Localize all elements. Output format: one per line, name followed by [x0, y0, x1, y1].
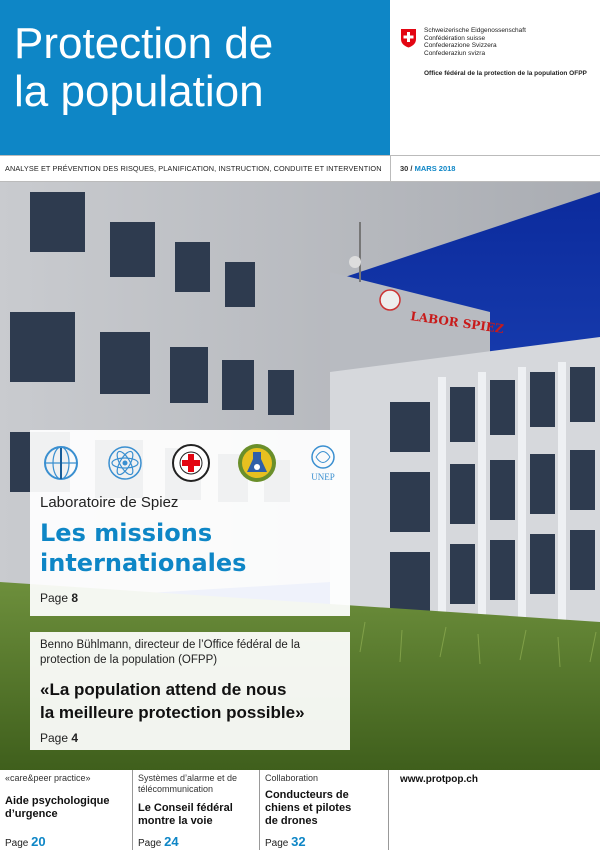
- magazine-title-line1: Protection de: [14, 19, 274, 68]
- page-label: Page: [40, 591, 69, 605]
- feature1-headline-line2: internationales: [40, 549, 247, 577]
- divider: [390, 156, 391, 182]
- feature1-page-ref: [40, 591, 78, 605]
- website-link[interactable]: www.protpop.ch: [400, 774, 478, 785]
- teaser-headline: [138, 802, 233, 828]
- teaser-headline-line2: chiens et pilotes: [265, 802, 352, 814]
- subtitle-bar: [0, 155, 600, 182]
- teaser-headline-line3: de drones: [265, 815, 318, 827]
- feature1-headline-line1: Les missions: [40, 519, 213, 547]
- masthead: [0, 0, 390, 155]
- federal-admin-block: [390, 0, 600, 155]
- issue-number: 30: [400, 164, 409, 173]
- feature2-headline[interactable]: [40, 678, 350, 724]
- teaser-page-ref: [265, 834, 306, 849]
- feature1-headline[interactable]: [40, 518, 246, 578]
- page-number: 20: [31, 834, 46, 849]
- organisation-logos: [40, 442, 340, 484]
- page-label: Page: [265, 838, 289, 849]
- feature2-kicker-line1: Benno Bühlmann, directeur de l’Office fédéral de la: [40, 639, 300, 651]
- admin-name-fr: Confédération suisse: [424, 34, 486, 42]
- footer-teasers: [0, 770, 600, 850]
- divider: [388, 770, 389, 850]
- opcw-logo-icon: [236, 442, 278, 484]
- issue-date: MARS 2018: [414, 164, 456, 173]
- feature2-headline-line1: «La population attend de nous: [40, 680, 287, 699]
- page-number: 32: [291, 834, 306, 849]
- page-number: 4: [71, 731, 79, 745]
- teaser-headline: [265, 789, 351, 828]
- admin-name-de: Schweizerische Eidgenossenschaft: [424, 27, 526, 34]
- feature1-kicker: Laboratoire de Spiez: [40, 494, 179, 511]
- page-label: Page: [5, 838, 29, 849]
- teaser-kicker: Collaboration: [265, 773, 319, 783]
- office-name: Office fédéral de la protection de la population OFPP: [424, 70, 587, 77]
- teaser-page-ref: [5, 834, 46, 849]
- teaser-headline-line2: d’urgence: [5, 808, 58, 820]
- teaser-kicker: «care&peer practice»: [5, 773, 91, 783]
- page-label: Page: [138, 838, 162, 849]
- feature2-page-ref: [40, 731, 78, 745]
- feature-box-interview[interactable]: [30, 632, 350, 750]
- page-number: 8: [71, 591, 79, 605]
- teaser-kicker-line1: Systèmes d’alarme et de: [138, 773, 238, 783]
- admin-name-rm: Confederaziun svizra: [424, 50, 486, 58]
- magazine-title-line2: la population: [14, 67, 264, 116]
- teaser-page-ref: [138, 834, 179, 849]
- iaea-logo-icon: [104, 442, 146, 484]
- unep-logo-icon: [302, 442, 344, 484]
- page-number: 24: [164, 834, 179, 849]
- feature-box-spiez[interactable]: [30, 430, 350, 616]
- feature2-kicker-line2: protection de la population (OFPP): [40, 654, 218, 666]
- feature2-kicker: [40, 638, 345, 668]
- icrc-logo-icon: [170, 442, 212, 484]
- page-label: Page: [40, 731, 69, 745]
- who-logo-icon: [40, 442, 82, 484]
- magazine-subtitle: ANALYSE ET PRÉVENTION DES RISQUES, PLANIFICATION, INSTRUCTION, CONDUITE ET INTERVENTION: [5, 164, 382, 173]
- unep-label: UNEP: [311, 472, 335, 482]
- issue-info: 30 / MARS 2018: [400, 164, 456, 173]
- teaser-headline: [5, 795, 110, 821]
- teaser-headline-line1: Le Conseil fédéral: [138, 802, 233, 814]
- teaser-headline-line1: Aide psychologique: [5, 795, 110, 807]
- teaser-headline-line1: Conducteurs de: [265, 789, 349, 801]
- admin-names: [424, 27, 526, 58]
- feature2-headline-line2: la meilleure protection possible»: [40, 703, 305, 722]
- teaser-kicker-line2: télécommunication: [138, 784, 214, 794]
- teaser-collaboration[interactable]: [260, 770, 388, 850]
- teaser-headline-line2: montre la voie: [138, 815, 213, 827]
- swiss-crest-icon: [400, 28, 417, 48]
- admin-name-it: Confederazione Svizzera: [424, 42, 497, 50]
- teaser-kicker: [138, 773, 237, 795]
- teaser-alarm-systems[interactable]: [133, 770, 259, 850]
- labor-spiez-sign: LABOR SPIEZ: [409, 309, 505, 337]
- teaser-care-peer[interactable]: [0, 770, 132, 850]
